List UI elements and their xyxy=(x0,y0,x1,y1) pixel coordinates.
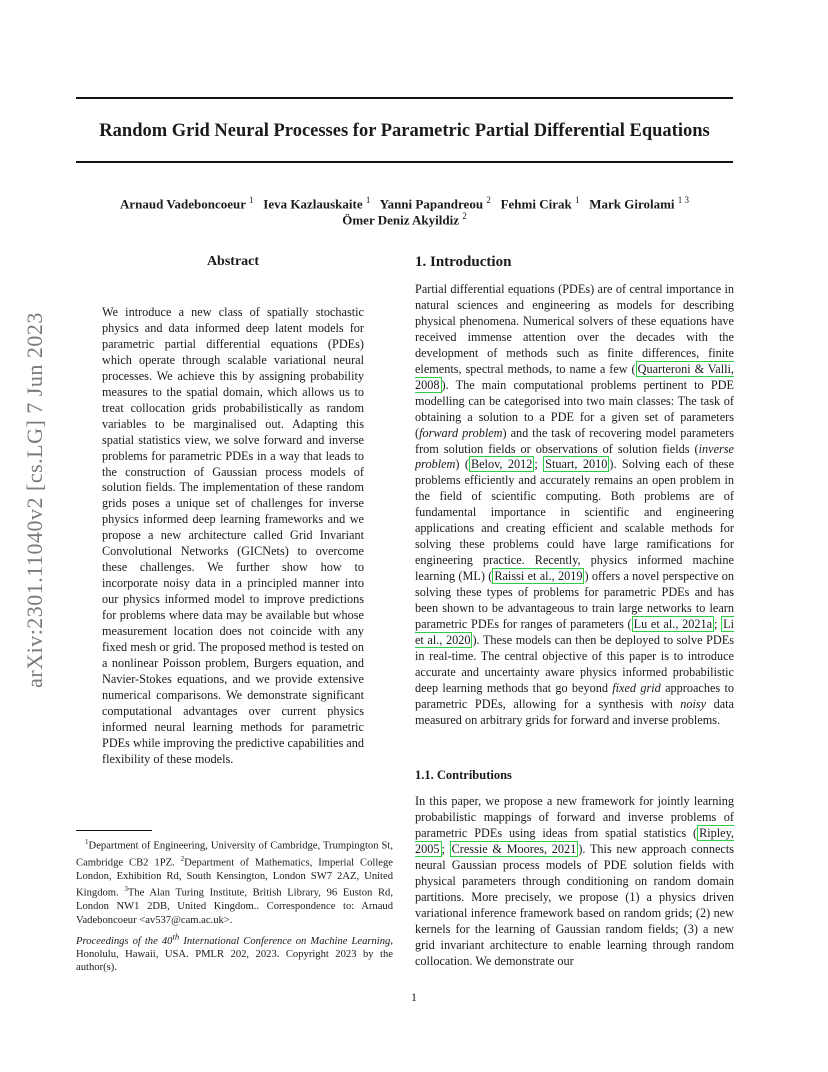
introduction-body xyxy=(415,282,734,729)
arxiv-id-text: arXiv:2301.11040v2 [cs.LG] 7 Jun 2023 xyxy=(22,312,47,688)
contributions-body xyxy=(415,794,734,969)
author-name: Fehmi Cirak xyxy=(500,196,572,212)
contributions-heading: 1.1. Contributions xyxy=(415,768,512,782)
citation-link[interactable]: Cressie & Moores, 2021 xyxy=(451,841,577,856)
citation-link[interactable]: Li et al., 2020 xyxy=(415,617,734,647)
author-affiliation: 1 xyxy=(249,195,254,205)
abstract-heading: Abstract xyxy=(206,254,260,269)
citation-link[interactable]: Stuart, 2010 xyxy=(545,457,608,472)
author-name: Yanni Papandreou xyxy=(379,196,484,212)
abstract-body xyxy=(102,305,364,768)
arxiv-identifier xyxy=(22,300,48,700)
citation-link[interactable]: Quarteroni & Valli, 2008 xyxy=(415,361,734,392)
page-number: 1 xyxy=(411,990,417,1004)
introduction-heading: 1. Introduction xyxy=(415,254,512,270)
author-affiliation: 2 xyxy=(462,211,467,221)
author-name: Ömer Deniz Akyildiz xyxy=(342,212,459,228)
author-name: Ieva Kazlauskaite xyxy=(263,196,363,212)
author-affiliation: 1 xyxy=(365,195,371,205)
introduction-paragraph: Partial differential equations (PDEs) are of central importance in natural sciences and engineering as models for describing physical phenomena. Numerical solvers of these equations have received immense attention over the decades with the development of methods such as finite differences, finite elements, spectral methods, to name a few ( Quarteroni & Valli, 2008 ). The main computational problems pertinent to PDE modelling can be categorised into two main classes: The task of obtaining a solution to a PDE for a given set of parameters (forward problem) and the task of recovering model parameters from solution fields or observations of solution fields (inverse problem) ( Belov, 2012 ; Stuart, 2010 ). Solving each of these problems efficiently and accurately remains an open problem in the field of scientific computing. Both problems are of fundamental importance in scientific and engineering applications and creating efficient and scalable methods for solving these problems could have large ramifications for engineering practice. Recently, physics informed machine learning (ML) ( Raissi et al., 2019 ) offers a novel perspective on solving these types of problems for parametric PDEs and has been shown to be advantageous to train large networks to learn parametric PDEs for ranges of parameters ( Lu et al., 2021a ; Li et al., 2020 ). These models can then be deployed to solve PDEs in real-time. The central objective of this paper is to introduce accurate and uncertainty aware physics informed probabilistic deep learning methods that go beyond fixed grid approaches to parametric PDEs, allowing for a synthesis with noisy data measured on arbitrary grids for forward and inverse problems. xyxy=(415,282,735,727)
title-top-rule xyxy=(76,97,733,99)
author-name: Arnaud Vadeboncoeur xyxy=(119,196,246,212)
author-name: Mark Girolami xyxy=(589,196,675,212)
proceedings-note: Proceedings of the 40th International Conference on Machine Learning, Honolulu, Hawaii, USA. PMLR 202, 2023. Copyright 2023 by the author(s). xyxy=(76,931,393,974)
citation-link[interactable]: Belov, 2012 xyxy=(470,457,533,472)
footnote-rule xyxy=(76,830,152,831)
title-bottom-rule xyxy=(76,161,733,163)
author-affiliation: 2 xyxy=(486,195,491,205)
abstract-text: We introduce a new class of spatially stochastic physics and data informed deep latent models for parametric partial differential equations (PDEs) which operate through scalable variational neural processes. We achieve this by assigning probability measures to the spatial domain, which allows us to treat collocation grids probabilistically as random variables to be marginalised out. Adapting this spatial statistics view, we solve forward and inverse problems for parametric PDEs in a way that leads to the construction of Gaussian process models of solution fields. The implementation of these random grids poses a unique set of challenges for inverse physics informed deep learning frameworks and we propose a new architecture called Grid Invariant Convolutional Networks (GICNets) to overcome these challenges. We further show how to incorporate noisy data in a principled manner into our physics informed model to improve predictions for problems where data may be available but whose measurement location does not coincide with any fixed mesh or grid. The proposed method is tested on a nonlinear Poisson problem, Burgers equation, and Navier-Stokes equations, and we provide extensive numerical comparisons. We demonstrate significant computational advantages over current physics informed neural learning methods for parametric PDEs while improving the predictive capabilities and flexibility of these models. xyxy=(102,305,364,766)
citation-link[interactable]: Ripley, 2005 xyxy=(415,825,734,856)
paper-title: Random Grid Neural Processes for Parametric Partial Differential Equations xyxy=(99,121,710,141)
citation-link[interactable]: Lu et al., 2021a xyxy=(633,617,713,632)
affiliation-footnote: $^1$Department of Engineering, University of Cambridge, Trumpington St, Cambridge CB2 1PZ. $^2$Department of Mathematics, Imperial College London, Exhibition Rd, South Kensington, London SW7 2AZ, United Kingdom. $^3$The Alan Turing Institute, British Library, 96 Euston Rd, London NW1 2DB, United Kingdom.. Correspondence to: Arnaud Vadeboncoeur <av537@cam.ac.uk>. xyxy=(76,838,393,926)
citation-link[interactable]: Raissi et al., 2019 xyxy=(494,569,583,584)
contributions-paragraph: In this paper, we propose a new framework for jointly learning probabilistic mappings of forward and inverse problems of parametric PDEs using ideas from spatial statistics ( Ripley, 2005 ; Cressie & Moores, 2021 ). This new approach connects neural Gaussian process models of PDE solution fields with physical parameters through conditioning on random domain partitions. More precisely, we propose (1) a physics driven variational inference framework based on random grids; (2) new kernels for the learning of Gaussian random fields; (3) a new grid invariant architecture to enable learning through random collocation. We demonstrate our xyxy=(415,794,734,968)
author-affiliation: 1 3 xyxy=(677,195,690,205)
author-list-line-2 xyxy=(76,208,733,228)
author-affiliation: 1 xyxy=(574,195,580,205)
